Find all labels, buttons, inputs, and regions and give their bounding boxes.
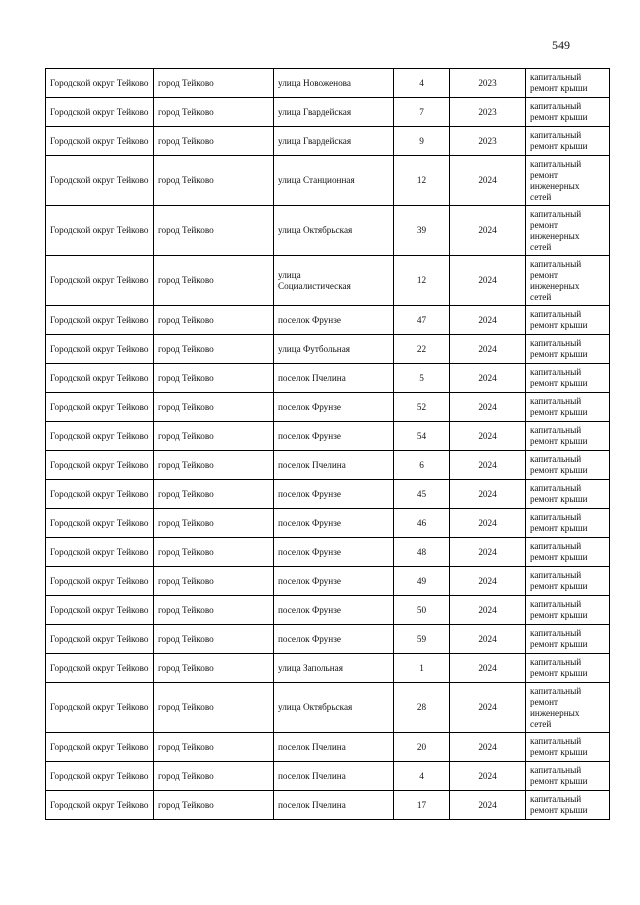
table-row xyxy=(46,791,610,820)
cell-city: город Тейково xyxy=(154,393,274,422)
cell-house-number: 49 xyxy=(394,567,450,596)
cell-house-number: 12 xyxy=(394,156,450,206)
cell-work-type: капитальный ремонт инженерных сетей xyxy=(526,156,610,206)
cell-year: 2023 xyxy=(450,98,526,127)
table-row xyxy=(46,156,610,206)
cell-street: поселок Фрунзе xyxy=(274,306,394,335)
cell-city: город Тейково xyxy=(154,762,274,791)
cell-house-number: 20 xyxy=(394,733,450,762)
table-row xyxy=(46,538,610,567)
table-row xyxy=(46,625,610,654)
cell-city: город Тейково xyxy=(154,654,274,683)
table-row xyxy=(46,422,610,451)
cell-street: поселок Пчелина xyxy=(274,733,394,762)
cell-work-type: капитальный ремонт крыши xyxy=(526,335,610,364)
cell-street: поселок Фрунзе xyxy=(274,422,394,451)
cell-street: поселок Пчелина xyxy=(274,762,394,791)
cell-district: Городской округ Тейково xyxy=(46,480,154,509)
table-row xyxy=(46,451,610,480)
cell-street: улица Запольная xyxy=(274,654,394,683)
cell-house-number: 17 xyxy=(394,791,450,820)
cell-year: 2024 xyxy=(450,364,526,393)
cell-work-type: капитальный ремонт инженерных сетей xyxy=(526,683,610,733)
cell-work-type: капитальный ремонт крыши xyxy=(526,596,610,625)
cell-work-type: капитальный ремонт крыши xyxy=(526,127,610,156)
table-row xyxy=(46,480,610,509)
cell-work-type: капитальный ремонт крыши xyxy=(526,567,610,596)
cell-house-number: 52 xyxy=(394,393,450,422)
cell-house-number: 7 xyxy=(394,98,450,127)
cell-house-number: 45 xyxy=(394,480,450,509)
cell-work-type: капитальный ремонт крыши xyxy=(526,625,610,654)
cell-house-number: 47 xyxy=(394,306,450,335)
page-number: 549 xyxy=(552,38,570,52)
cell-district: Городской округ Тейково xyxy=(46,422,154,451)
cell-city: город Тейково xyxy=(154,733,274,762)
cell-year: 2024 xyxy=(450,335,526,364)
cell-street: поселок Пчелина xyxy=(274,364,394,393)
cell-district: Городской округ Тейково xyxy=(46,393,154,422)
cell-city: город Тейково xyxy=(154,422,274,451)
cell-district: Городской округ Тейково xyxy=(46,596,154,625)
cell-city: город Тейково xyxy=(154,69,274,98)
cell-city: город Тейково xyxy=(154,480,274,509)
cell-street: улица Станционная xyxy=(274,156,394,206)
cell-street: поселок Фрунзе xyxy=(274,509,394,538)
table-row xyxy=(46,733,610,762)
table-row xyxy=(46,206,610,256)
cell-year: 2024 xyxy=(450,683,526,733)
cell-street: улица Гвардейская xyxy=(274,98,394,127)
cell-city: город Тейково xyxy=(154,98,274,127)
cell-street: улица Футбольная xyxy=(274,335,394,364)
cell-year: 2024 xyxy=(450,156,526,206)
table-row xyxy=(46,127,610,156)
cell-district: Городской округ Тейково xyxy=(46,335,154,364)
cell-district: Городской округ Тейково xyxy=(46,654,154,683)
cell-city: город Тейково xyxy=(154,156,274,206)
table-row xyxy=(46,654,610,683)
cell-street: улица Гвардейская xyxy=(274,127,394,156)
cell-year: 2024 xyxy=(450,206,526,256)
cell-district: Городской округ Тейково xyxy=(46,538,154,567)
cell-house-number: 48 xyxy=(394,538,450,567)
cell-year: 2024 xyxy=(450,393,526,422)
cell-house-number: 9 xyxy=(394,127,450,156)
cell-year: 2024 xyxy=(450,567,526,596)
table-body xyxy=(46,69,610,820)
cell-street: поселок Пчелина xyxy=(274,451,394,480)
cell-year: 2024 xyxy=(450,256,526,306)
table-row xyxy=(46,256,610,306)
cell-year: 2024 xyxy=(450,625,526,654)
cell-city: город Тейково xyxy=(154,451,274,480)
cell-work-type: капитальный ремонт крыши xyxy=(526,791,610,820)
cell-city: город Тейково xyxy=(154,625,274,654)
cell-year: 2024 xyxy=(450,451,526,480)
cell-city: город Тейково xyxy=(154,335,274,364)
cell-year: 2023 xyxy=(450,127,526,156)
cell-district: Городской округ Тейково xyxy=(46,762,154,791)
cell-house-number: 59 xyxy=(394,625,450,654)
table-row xyxy=(46,364,610,393)
cell-city: город Тейково xyxy=(154,306,274,335)
cell-year: 2023 xyxy=(450,69,526,98)
cell-year: 2024 xyxy=(450,422,526,451)
cell-district: Городской округ Тейково xyxy=(46,791,154,820)
cell-street: поселок Пчелина xyxy=(274,791,394,820)
cell-work-type: капитальный ремонт крыши xyxy=(526,422,610,451)
cell-district: Городской округ Тейково xyxy=(46,256,154,306)
cell-street: поселок Фрунзе xyxy=(274,393,394,422)
cell-work-type: капитальный ремонт крыши xyxy=(526,480,610,509)
cell-work-type: капитальный ремонт инженерных сетей xyxy=(526,206,610,256)
cell-work-type: капитальный ремонт крыши xyxy=(526,538,610,567)
cell-year: 2024 xyxy=(450,791,526,820)
cell-city: город Тейково xyxy=(154,256,274,306)
cell-year: 2024 xyxy=(450,596,526,625)
cell-house-number: 22 xyxy=(394,335,450,364)
cell-street: улица Октябрьская xyxy=(274,683,394,733)
cell-work-type: капитальный ремонт крыши xyxy=(526,393,610,422)
cell-city: город Тейково xyxy=(154,364,274,393)
cell-district: Городской округ Тейково xyxy=(46,306,154,335)
table-row xyxy=(46,98,610,127)
cell-house-number: 28 xyxy=(394,683,450,733)
table-row xyxy=(46,393,610,422)
table-row xyxy=(46,596,610,625)
cell-street: улица Новоженова xyxy=(274,69,394,98)
cell-house-number: 46 xyxy=(394,509,450,538)
cell-district: Городской округ Тейково xyxy=(46,69,154,98)
cell-street: поселок Фрунзе xyxy=(274,625,394,654)
cell-city: город Тейково xyxy=(154,596,274,625)
cell-house-number: 39 xyxy=(394,206,450,256)
cell-city: город Тейково xyxy=(154,206,274,256)
cell-year: 2024 xyxy=(450,480,526,509)
cell-work-type: капитальный ремонт крыши xyxy=(526,654,610,683)
cell-city: город Тейково xyxy=(154,567,274,596)
cell-street: поселок Фрунзе xyxy=(274,538,394,567)
cell-city: город Тейково xyxy=(154,538,274,567)
cell-street: поселок Фрунзе xyxy=(274,567,394,596)
cell-work-type: капитальный ремонт крыши xyxy=(526,306,610,335)
cell-work-type: капитальный ремонт крыши xyxy=(526,733,610,762)
cell-work-type: капитальный ремонт инженерных сетей xyxy=(526,256,610,306)
cell-year: 2024 xyxy=(450,538,526,567)
table-row xyxy=(46,683,610,733)
cell-district: Городской округ Тейково xyxy=(46,98,154,127)
cell-year: 2024 xyxy=(450,762,526,791)
cell-work-type: капитальный ремонт крыши xyxy=(526,509,610,538)
cell-district: Городской округ Тейково xyxy=(46,127,154,156)
cell-district: Городской округ Тейково xyxy=(46,683,154,733)
cell-street: поселок Фрунзе xyxy=(274,480,394,509)
table-row xyxy=(46,762,610,791)
cell-street: поселок Фрунзе xyxy=(274,596,394,625)
cell-work-type: капитальный ремонт крыши xyxy=(526,451,610,480)
cell-house-number: 4 xyxy=(394,69,450,98)
cell-street: улица Социалистическая xyxy=(274,256,394,306)
cell-year: 2024 xyxy=(450,733,526,762)
cell-work-type: капитальный ремонт крыши xyxy=(526,364,610,393)
cell-house-number: 1 xyxy=(394,654,450,683)
cell-street: улица Октябрьская xyxy=(274,206,394,256)
cell-district: Городской округ Тейково xyxy=(46,733,154,762)
cell-year: 2024 xyxy=(450,509,526,538)
cell-year: 2024 xyxy=(450,306,526,335)
cell-year: 2024 xyxy=(450,654,526,683)
cell-work-type: капитальный ремонт крыши xyxy=(526,98,610,127)
cell-house-number: 12 xyxy=(394,256,450,306)
cell-city: город Тейково xyxy=(154,509,274,538)
table-row xyxy=(46,335,610,364)
cell-district: Городской округ Тейково xyxy=(46,509,154,538)
cell-city: город Тейково xyxy=(154,791,274,820)
cell-city: город Тейково xyxy=(154,127,274,156)
table-row xyxy=(46,306,610,335)
cell-district: Городской округ Тейково xyxy=(46,156,154,206)
cell-city: город Тейково xyxy=(154,683,274,733)
table-row xyxy=(46,509,610,538)
cell-district: Городской округ Тейково xyxy=(46,451,154,480)
cell-district: Городской округ Тейково xyxy=(46,625,154,654)
cell-district: Городской округ Тейково xyxy=(46,567,154,596)
cell-house-number: 5 xyxy=(394,364,450,393)
cell-house-number: 4 xyxy=(394,762,450,791)
cell-work-type: капитальный ремонт крыши xyxy=(526,69,610,98)
cell-work-type: капитальный ремонт крыши xyxy=(526,762,610,791)
cell-house-number: 50 xyxy=(394,596,450,625)
repair-schedule-table xyxy=(45,68,610,820)
cell-district: Городской округ Тейково xyxy=(46,364,154,393)
cell-house-number: 54 xyxy=(394,422,450,451)
cell-district: Городской округ Тейково xyxy=(46,206,154,256)
cell-house-number: 6 xyxy=(394,451,450,480)
table-row xyxy=(46,69,610,98)
table-row xyxy=(46,567,610,596)
